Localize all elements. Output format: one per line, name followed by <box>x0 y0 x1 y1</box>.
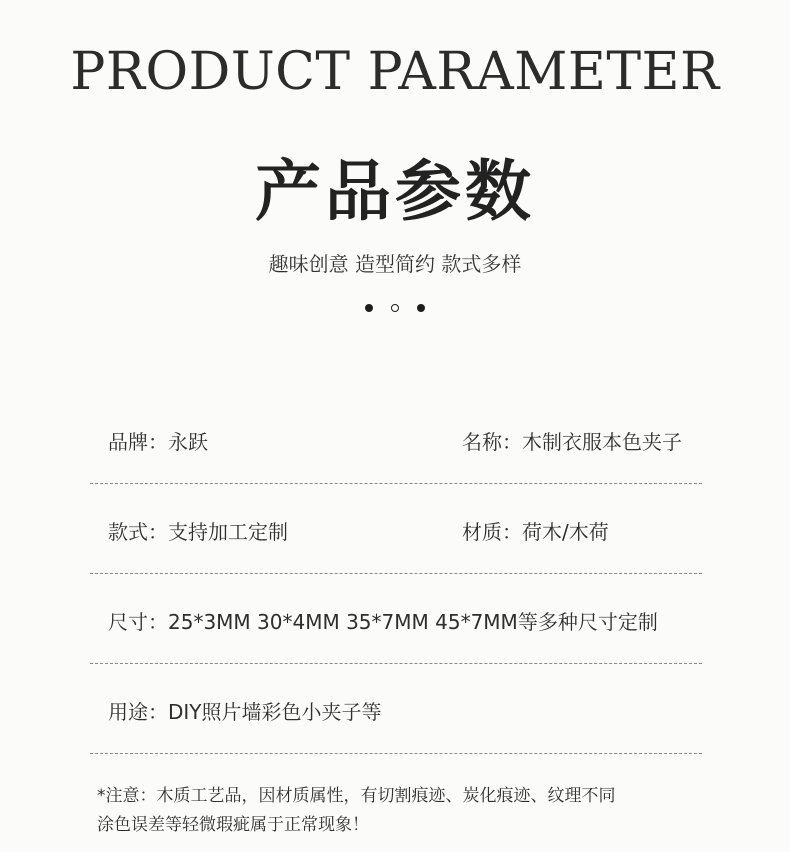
decorative-dots <box>0 304 790 312</box>
title-english: PRODUCT PARAMETER <box>70 42 720 102</box>
param-row-style-material <box>90 518 702 608</box>
subtitle: 趣味创意 造型简约 款式多样 <box>268 252 522 276</box>
divider <box>90 753 702 754</box>
param-size: 尺寸：25*3MM 30*4MM 35*7MM 45*7MM等多种尺寸定制 <box>108 610 658 634</box>
title-chinese: 产品参数 <box>255 153 535 230</box>
param-row-brand-name <box>90 428 702 518</box>
dot-filled-icon <box>417 304 425 312</box>
dot-filled-icon <box>365 304 373 312</box>
param-usage: 用途：DIY照片墙彩色小夹子等 <box>108 700 382 724</box>
param-style: 款式：支持加工定制 <box>108 520 288 544</box>
note-line-2: 涂色误差等轻微瑕疵属于正常现象！ <box>97 815 369 835</box>
param-row-size <box>90 608 702 698</box>
param-brand: 品牌：永跃 <box>108 430 208 454</box>
param-material: 材质：荷木/木荷 <box>462 520 609 544</box>
dot-hollow-icon <box>391 304 399 312</box>
note-line-1: *注意：木质工艺品，因材质属性，有切割痕迹、炭化痕迹、纹理不同 <box>97 786 616 806</box>
param-row-usage <box>90 698 702 788</box>
divider <box>90 663 702 664</box>
divider <box>90 483 702 484</box>
param-name: 名称：木制衣服本色夹子 <box>462 430 682 454</box>
divider <box>90 573 702 574</box>
note <box>97 782 717 840</box>
